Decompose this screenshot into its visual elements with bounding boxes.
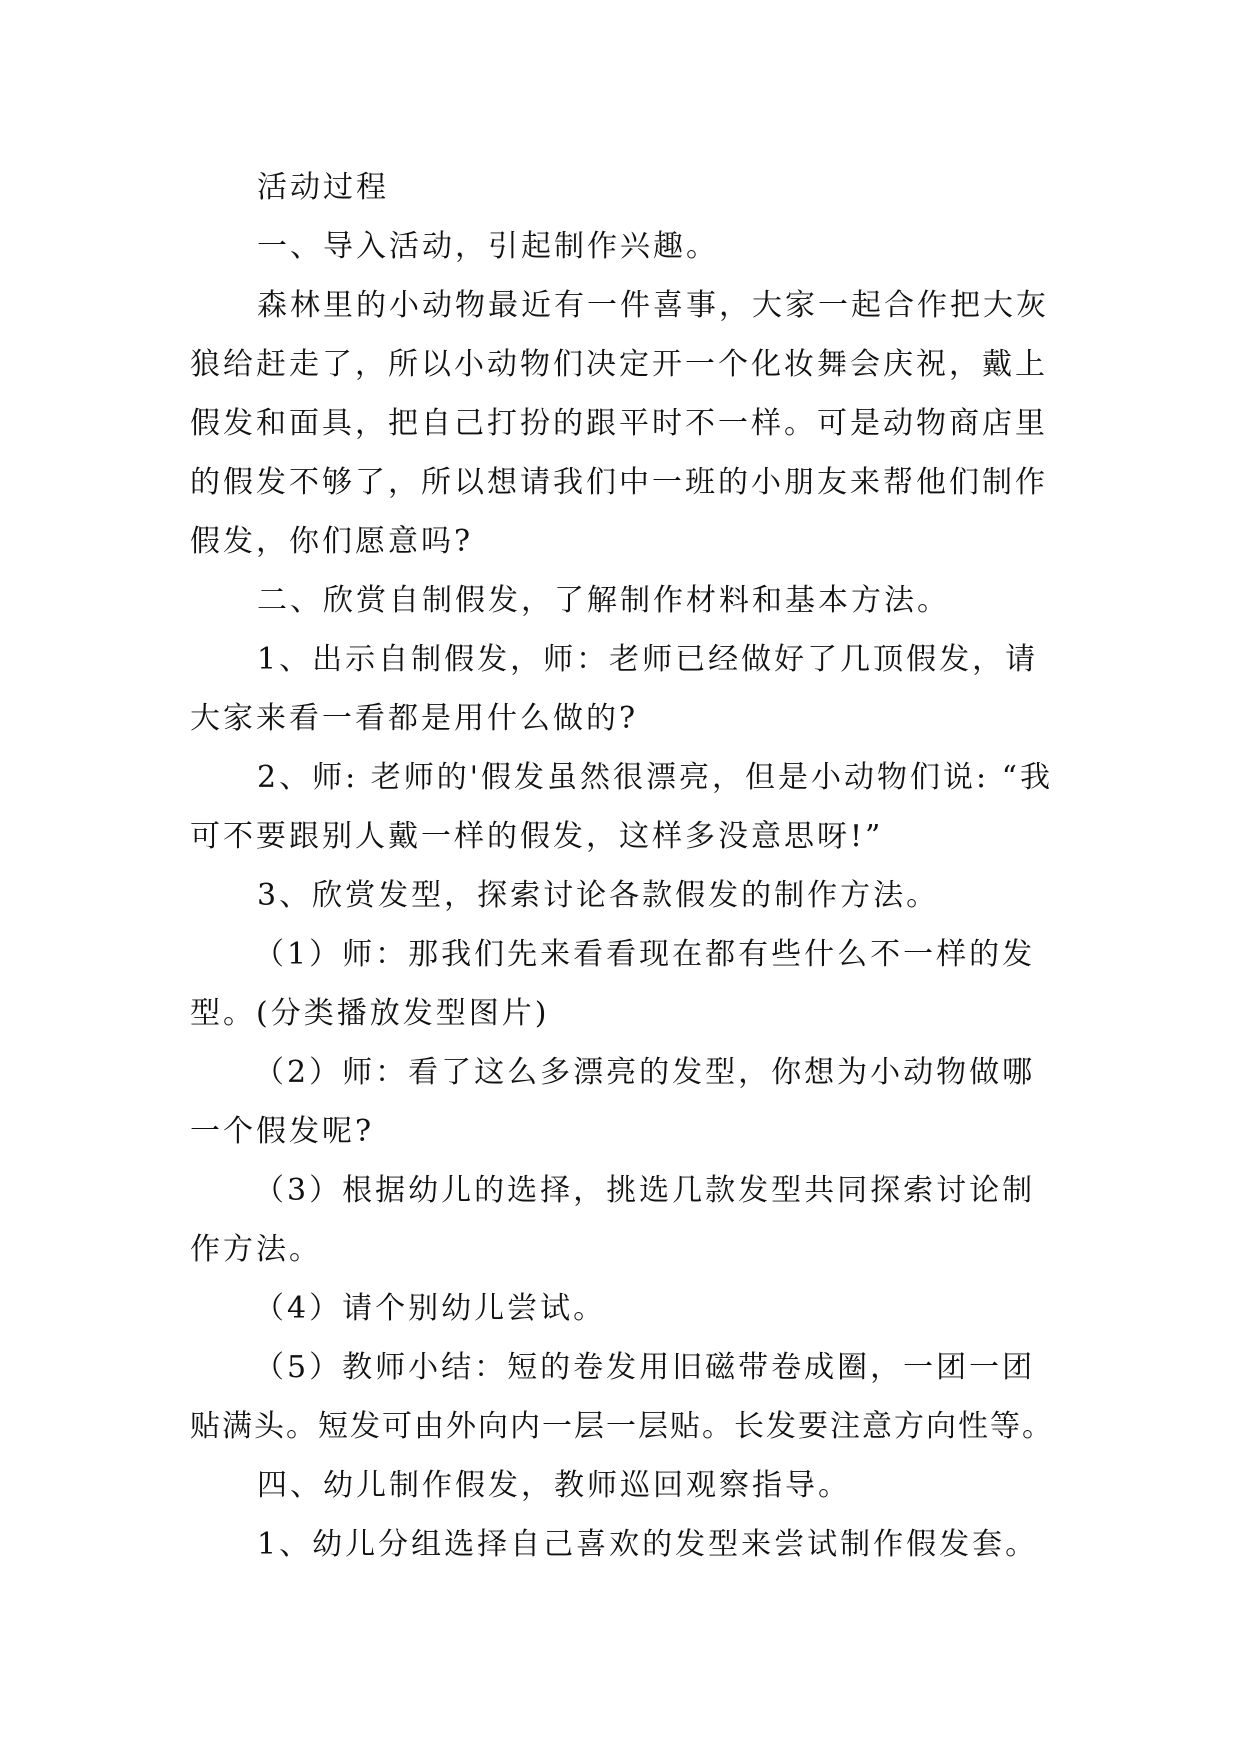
section-1-title: 一、导入活动，引起制作兴趣。: [257, 229, 719, 264]
section-2-sub-5: [190, 1338, 1058, 1456]
section-2-sub-3: [190, 1161, 1058, 1279]
paragraph-line: 2、师: 老师的'假发虽然很漂亮，但是小动物们说: “我: [257, 760, 1053, 795]
heading: 活动过程: [257, 170, 389, 205]
section-4-item-1: 1、幼儿分组选择自己喜欢的发型来尝试制作假发套。: [257, 1527, 1039, 1562]
section-2-title: 二、欣赏自制假发，了解制作材料和基本方法。: [257, 583, 950, 618]
document-body: [190, 158, 1058, 1574]
section-1-story: [190, 276, 1058, 571]
paragraph-line: 一个假发呢?: [190, 1114, 375, 1149]
section-2-sub-1: [190, 925, 1058, 1043]
section-2-item-2: [190, 748, 1058, 866]
paragraph-line: （2）师：看了这么多漂亮的发型，你想为小动物做哪: [254, 1055, 1036, 1090]
section-4-title: 四、幼儿制作假发，教师巡回观察指导。: [257, 1468, 851, 1503]
section-2-sub-2: [190, 1043, 1058, 1161]
paragraph-line: 可不要跟别人戴一样的假发，这样多没意思呀!”: [190, 819, 884, 854]
story-line: 假发和面具，把自己打扮的跟平时不一样。可是动物商店里: [190, 406, 1048, 441]
section-2-item-1: [190, 630, 1058, 748]
section-2-sub-4: （4）请个别幼儿尝试。: [254, 1291, 607, 1326]
paragraph-line: 贴满头。短发可由外向内一层一层贴。长发要注意方向性等。: [190, 1409, 1054, 1444]
story-line: 森林里的小动物最近有一件喜事，大家一起合作把大灰: [257, 288, 1049, 323]
section-2-item-3: 3、欣赏发型，探索讨论各款假发的制作方法。: [257, 878, 940, 913]
paragraph-line: （5）教师小结：短的卷发用旧磁带卷成圈，一团一团: [254, 1350, 1036, 1385]
paragraph-line: （3）根据幼儿的选择，挑选几款发型共同探索讨论制: [254, 1173, 1036, 1208]
paragraph-line: 作方法。: [190, 1232, 322, 1267]
paragraph-line: （1）师：那我们先来看看现在都有些什么不一样的发: [254, 937, 1036, 972]
paragraph-line: 型。(分类播放发型图片): [190, 996, 550, 1031]
paragraph-line: 大家来看一看都是用什么做的?: [190, 701, 639, 736]
story-line: 假发，你们愿意吗?: [190, 524, 474, 559]
story-line: 狼给赶走了，所以小动物们决定开一个化妆舞会庆祝，戴上: [190, 347, 1048, 382]
paragraph-line: 1、出示自制假发，师：老师已经做好了几顶假发，请: [257, 642, 1039, 677]
story-line: 的假发不够了，所以想请我们中一班的小朋友来帮他们制作: [190, 465, 1048, 500]
